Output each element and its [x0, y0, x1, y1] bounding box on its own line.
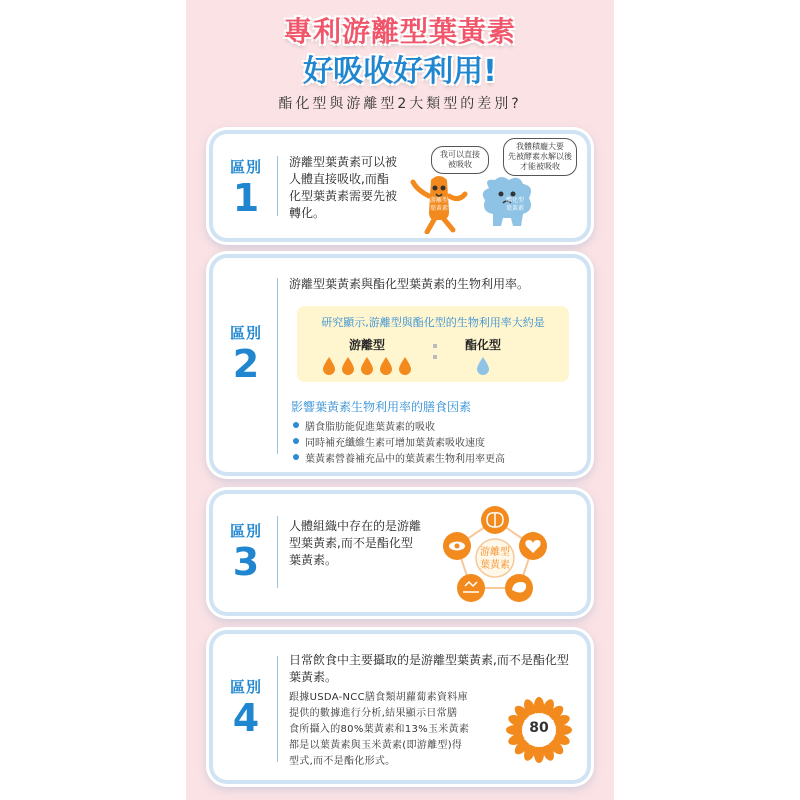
card-divider [277, 156, 278, 216]
free-type-label: 游離型 [349, 338, 386, 352]
difference-label-1: 區別 1 [229, 158, 262, 220]
difference-card-4 [213, 634, 587, 780]
poster [186, 0, 614, 800]
card-divider [277, 278, 278, 454]
drop-icon [359, 356, 375, 376]
drop-icon [321, 356, 337, 376]
brain-icon [481, 506, 509, 534]
difference-label-4: 區別 4 [229, 678, 262, 740]
difference-card-1 [213, 134, 587, 238]
card-divider [277, 516, 278, 588]
title-sub: 好吸收好利用! [303, 54, 497, 89]
difference-1-text: 游離型葉黃素可以被 人體直接吸收,而酯 化型葉黃素需要先被 轉化。 [289, 155, 398, 220]
center-label: 游離型 葉黃素 [480, 547, 510, 571]
skin-icon [457, 574, 485, 602]
difference-4-headline: 日常飲食中主要攝取的是游離型葉黃素,而不是酯化型 葉黃素。 [289, 653, 569, 684]
free-lutein-char-label: 游離型 葉黃素 [429, 197, 448, 212]
difference-4-detail: 跟據USDA-NCC膳食類胡蘿蔔素資料庫 提供的數據進行分析,結果顯示日常膳 食所攝入的80%葉黃素和13%玉米黃素 都是以葉黃素與玉米黃素(即游離型)得 型式,而不是酯化形式。 [289, 692, 470, 767]
ester-type-label: 酯化型 [465, 338, 502, 352]
drop-icon [475, 356, 491, 376]
factors-title: 影響葉黃素生物利用率的膳食因素 [291, 400, 472, 414]
difference-label-3: 區別 3 [229, 522, 262, 584]
liver-icon [505, 574, 533, 602]
free-drops [321, 356, 416, 376]
ester-lutein-char-label: 酯化型 葉黃素 [505, 197, 524, 212]
speech-bubble-ester: 我體積龐大要 先被酵素水解以後 才能被吸收 [503, 138, 577, 176]
badge-value: 80 [529, 720, 549, 736]
card-divider [277, 656, 278, 762]
factor-item: 葉黃素營養補充品中的葉黃素生物利用率更高 [305, 450, 505, 465]
difference-card-3 [213, 494, 587, 612]
study-text: 研究顯示,游離型與酯化型的生物利用率大約是 [321, 316, 545, 329]
eye-icon [443, 532, 471, 560]
drop-icon [397, 356, 413, 376]
difference-3-text: 人體組織中存在的是游離 型葉黃素,而不是酯化型 葉黃素。 [289, 519, 422, 567]
factor-item: 同時補充纖維生素可增加葉黃素吸收速度 [305, 434, 485, 449]
question-heading: 酯化型與游離型2大類型的差別? [278, 96, 522, 112]
difference-label-2: 區別 2 [229, 324, 262, 386]
drop-icon [340, 356, 356, 376]
title-main: 專利游離型葉黃素 [283, 15, 516, 48]
ester-drops [475, 356, 494, 376]
factor-item: 膳食脂肪能促進葉黃素的吸收 [305, 418, 435, 433]
difference-2-intro: 游離型葉黃素與酯化型葉黃素的生物利用率。 [289, 277, 530, 291]
heart-icon [519, 532, 547, 560]
difference-card-2 [213, 258, 587, 472]
ratio-colon [433, 344, 437, 359]
bioavailability-ratio-box [297, 306, 569, 382]
drop-icon [378, 356, 394, 376]
speech-bubble-free: 我可以直接 被吸收 [431, 146, 489, 174]
